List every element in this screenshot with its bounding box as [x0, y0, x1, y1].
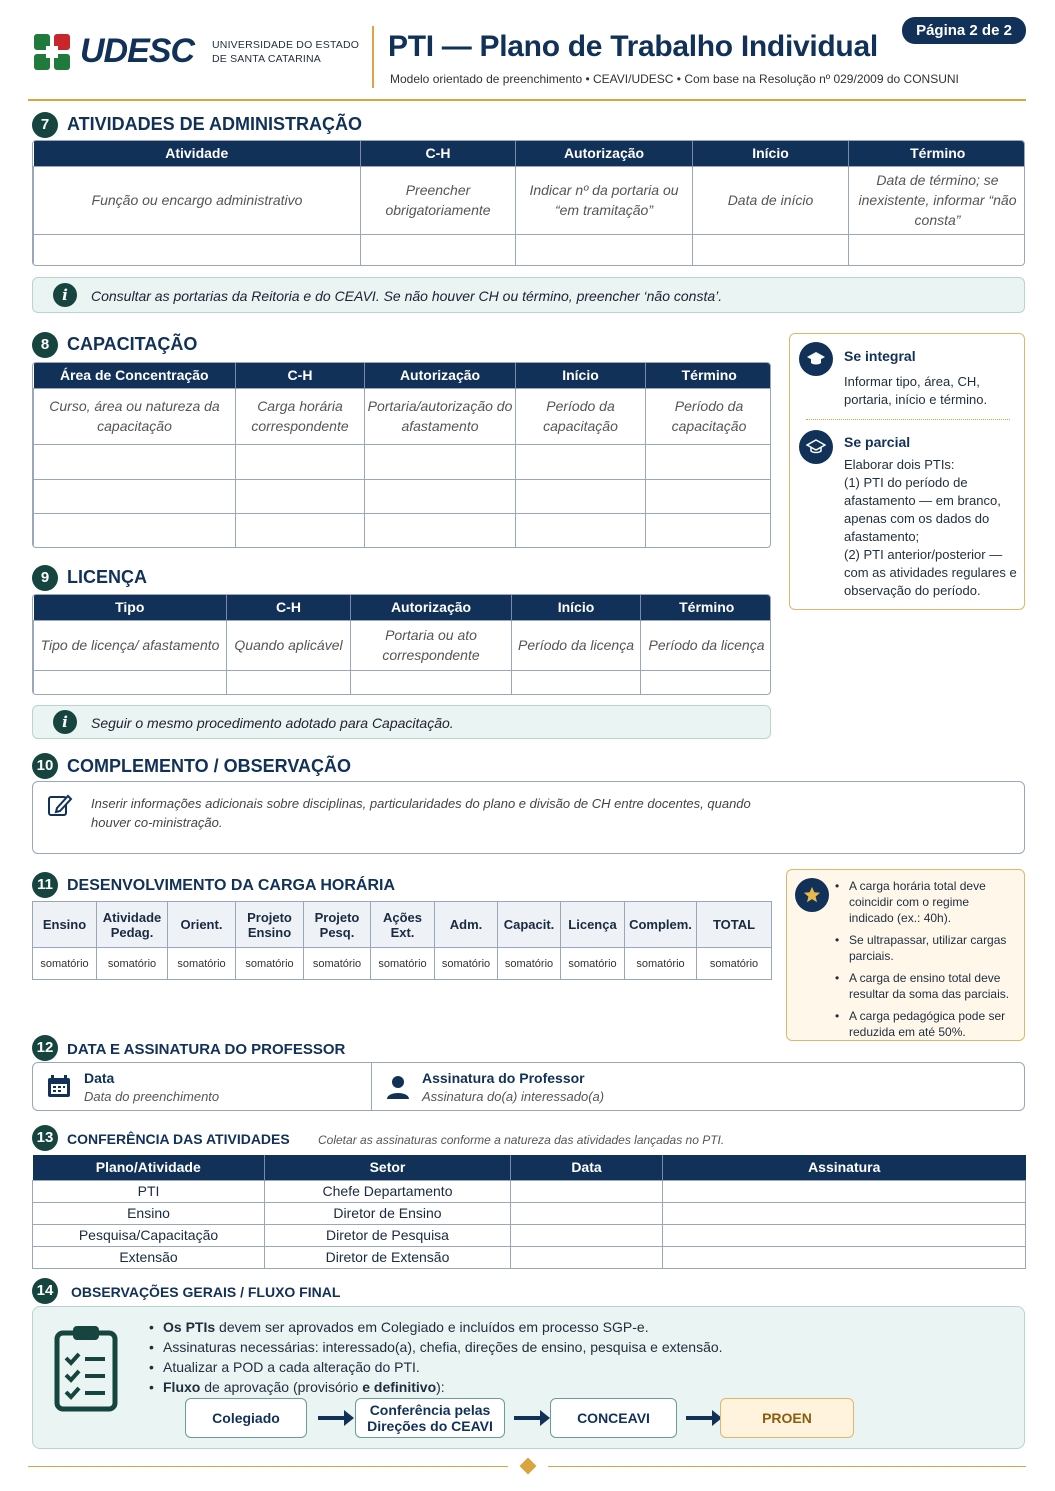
- workload-table: [32, 901, 772, 980]
- section-12-number: 12: [32, 1035, 58, 1061]
- table-cell: Diretor de Pesquisa: [265, 1224, 511, 1246]
- calendar-icon: [47, 1074, 71, 1098]
- user-icon: [385, 1074, 411, 1100]
- udesc-logo-icon: [32, 32, 72, 72]
- list-item: • Se ultrapassar, utilizar cargas parciais.: [835, 932, 1015, 964]
- empty-input-cell[interactable]: [236, 513, 365, 547]
- section-9-number: 9: [32, 565, 58, 591]
- col-header: Término: [646, 363, 772, 388]
- signature-cell[interactable]: [663, 1246, 1026, 1268]
- empty-input-cell[interactable]: [34, 444, 236, 479]
- final-notes-box: [32, 1306, 1025, 1449]
- col-header: C-H: [227, 595, 351, 620]
- final-notes-list: [149, 1317, 1009, 1397]
- col-header: Início: [516, 363, 646, 388]
- empty-input-cell[interactable]: [693, 234, 849, 266]
- training-table: [32, 362, 771, 548]
- empty-input-cell[interactable]: [34, 513, 236, 547]
- signature-row: [32, 1062, 1025, 1111]
- table-row: [33, 1224, 1026, 1246]
- table-cell: Período da licença: [512, 620, 641, 670]
- col-header: Início: [512, 595, 641, 620]
- list-item: • Assinaturas necessárias: interessado(a), chefia, direções de ensino, pesquisa e extensão.: [149, 1337, 1009, 1357]
- page-subtitle: Modelo orientado de preenchimento • CEAVI/UDESC • Com base na Resolução nº 029/2009 do CONSUNI: [390, 72, 959, 86]
- col-header: Setor: [265, 1155, 511, 1180]
- section-7-number: 7: [32, 112, 58, 138]
- signature-cell[interactable]: [663, 1224, 1026, 1246]
- clipboard-checklist-icon: [53, 1323, 119, 1413]
- col-header: Atividade: [34, 141, 361, 166]
- section-13-number: 13: [32, 1125, 58, 1151]
- table-cell: Período da capacitação: [516, 388, 646, 444]
- date-label: Data: [84, 1070, 115, 1086]
- empty-input-cell[interactable]: [365, 479, 516, 513]
- section-12-title: DATA E ASSINATURA DO PROFESSOR: [67, 1041, 346, 1058]
- sum-cell[interactable]: somatório: [97, 948, 168, 980]
- col-header: Licença: [561, 902, 625, 948]
- table-cell: Função ou encargo administrativo: [34, 166, 361, 234]
- table-cell: Preencher obrigatoriamente: [361, 166, 516, 234]
- integral-text: Informar tipo, área, CH, portaria, início e término.: [844, 374, 988, 407]
- list-item: • A carga pedagógica pode ser reduzida em até 50%.: [835, 1008, 1015, 1040]
- note-text: Consultar as portarias da Reitoria e do CEAVI. Se não houver CH ou término, preencher ‘não consta’.: [91, 288, 723, 304]
- section-8-title: CAPACITAÇÃO: [67, 334, 198, 354]
- list-item: • Fluxo de aprovação (provisório e definitivo):: [149, 1377, 1009, 1397]
- date-cell[interactable]: [511, 1246, 663, 1268]
- empty-input-cell[interactable]: [236, 444, 365, 479]
- sum-cell[interactable]: somatório: [498, 948, 561, 980]
- section-10-title: COMPLEMENTO / OBSERVAÇÃO: [67, 756, 352, 776]
- empty-input-cell[interactable]: [646, 479, 772, 513]
- page-title: PTI — Plano de Trabalho Individual: [388, 30, 878, 63]
- header-divider: [372, 26, 374, 88]
- col-header: Data: [511, 1155, 663, 1180]
- section-9-note: [32, 705, 771, 739]
- flow-step-conceavi[interactable]: CONCEAVI: [550, 1398, 677, 1438]
- flow-step-colegiado[interactable]: Colegiado: [185, 1398, 307, 1438]
- section-8-number: 8: [32, 332, 58, 358]
- col-header: Autorização: [516, 141, 693, 166]
- footer-rule-left: [28, 1466, 508, 1467]
- empty-input-cell[interactable]: [365, 444, 516, 479]
- section-13-hint: Coletar as assinaturas conforme a natureza das atividades lançadas no PTI.: [318, 1133, 725, 1147]
- empty-input-cell[interactable]: [227, 670, 351, 695]
- table-row: [33, 1202, 1026, 1224]
- section-7-note: [32, 277, 1025, 313]
- table-cell: Quando aplicável: [227, 620, 351, 670]
- sum-cell[interactable]: somatório: [371, 948, 435, 980]
- table-cell: Indicar nº da portaria ou “em tramitação”: [516, 166, 693, 234]
- list-item: • Atualizar a POD a cada alteração do PTI.: [149, 1357, 1009, 1377]
- table-cell: Portaria ou ato correspondente: [351, 620, 512, 670]
- divider: [806, 419, 1010, 420]
- conference-table: [32, 1155, 1026, 1269]
- col-header: Tipo: [34, 595, 227, 620]
- page-indicator-badge: Página 2 de 2: [902, 17, 1026, 44]
- table-cell: Curso, área ou natureza da capacitação: [34, 388, 236, 444]
- col-header: Área de Concentração: [34, 363, 236, 388]
- header-rule: [28, 99, 1026, 101]
- integral-title: Se integral: [844, 348, 916, 364]
- info-icon: i: [53, 710, 77, 734]
- table-cell: Pesquisa/Capacitação: [33, 1224, 265, 1246]
- table-cell: Diretor de Ensino: [265, 1202, 511, 1224]
- col-header: Ensino: [33, 902, 97, 948]
- flow-step-conferencia[interactable]: Conferência pelas Direções do CEAVI: [355, 1398, 505, 1438]
- footer-diamond-icon: [520, 1458, 537, 1475]
- empty-input-cell[interactable]: [516, 234, 693, 266]
- col-header: Autorização: [351, 595, 512, 620]
- col-header: Atividade Pedag.: [97, 902, 168, 948]
- empty-input-cell[interactable]: [34, 234, 361, 266]
- table-cell: Período da capacitação: [646, 388, 772, 444]
- workload-rules-box: [786, 869, 1025, 1041]
- empty-input-cell[interactable]: [516, 513, 646, 547]
- signature-label: Assinatura do Professor: [422, 1070, 585, 1086]
- observation-field[interactable]: [32, 781, 1025, 854]
- col-header: Adm.: [435, 902, 498, 948]
- footer-rule-right: [548, 1466, 1026, 1467]
- parcial-text: Elaborar dois PTIs: (1) PTI do período de afastamento — em branco, apenas com os dados do afastamento; (2) PTI anterior/posterior — com as atividades regulares e observação do período.: [844, 457, 1017, 598]
- section-13-title: CONFERÊNCIA DAS ATIVIDADES: [67, 1131, 290, 1147]
- training-guidance-box: [789, 333, 1025, 610]
- section-14-number: 14: [32, 1278, 58, 1304]
- edit-icon: [47, 792, 73, 818]
- observation-hint: Inserir informações adicionais sobre disciplinas, particularidades do plano e divisão de CH entre docentes, quando houver co-ministração.: [91, 796, 751, 830]
- table-row: [33, 1180, 1026, 1202]
- section-9-title: LICENÇA: [67, 567, 147, 587]
- graduation-cap-icon: [799, 430, 833, 464]
- sum-cell[interactable]: somatório: [236, 948, 304, 980]
- arrow-right-icon: [514, 1416, 544, 1420]
- graduation-cap-icon: [799, 342, 833, 376]
- section-11-number: 11: [32, 872, 58, 898]
- empty-input-cell[interactable]: [516, 444, 646, 479]
- col-header: Término: [849, 141, 1026, 166]
- workload-rules-list: [835, 878, 1015, 1040]
- col-header: C-H: [236, 363, 365, 388]
- table-cell: Carga horária correspondente: [236, 388, 365, 444]
- table-row: [33, 1246, 1026, 1268]
- col-header: C-H: [361, 141, 516, 166]
- col-header: Início: [693, 141, 849, 166]
- col-header: Plano/Atividade: [33, 1155, 265, 1180]
- list-item: • A carga de ensino total deve resultar da soma das parciais.: [835, 970, 1015, 1002]
- admin-activities-table: [32, 140, 1025, 266]
- arrow-right-icon: [318, 1416, 348, 1420]
- date-field[interactable]: Data do preenchimento: [84, 1089, 220, 1104]
- table-cell: Data de término; se inexistente, informar “não consta”: [849, 166, 1026, 234]
- leave-table: [32, 594, 771, 695]
- empty-input-cell[interactable]: [361, 234, 516, 266]
- sum-cell[interactable]: somatório: [435, 948, 498, 980]
- empty-input-cell[interactable]: [351, 670, 512, 695]
- note-text: Seguir o mesmo procedimento adotado para Capacitação.: [91, 715, 454, 731]
- col-header: TOTAL: [697, 902, 772, 948]
- sum-cell[interactable]: somatório: [168, 948, 236, 980]
- date-cell[interactable]: [511, 1224, 663, 1246]
- table-cell: Ensino: [33, 1202, 265, 1224]
- empty-input-cell[interactable]: [365, 513, 516, 547]
- university-name: UNIVERSIDADE DO ESTADO DE SANTA CATARINA: [212, 39, 360, 65]
- list-item: • Os PTIs devem ser aprovados em Colegiado e incluídos em processo SGP-e.: [149, 1317, 1009, 1337]
- section-14-title: OBSERVAÇÕES GERAIS / FLUXO FINAL: [71, 1284, 341, 1300]
- signature-cell[interactable]: [663, 1180, 1026, 1202]
- star-icon: [795, 878, 829, 912]
- sum-cell[interactable]: somatório: [561, 948, 625, 980]
- empty-input-cell[interactable]: [34, 479, 236, 513]
- section-11-title: DESENVOLVIMENTO DA CARGA HORÁRIA: [67, 877, 396, 894]
- col-header: Término: [641, 595, 772, 620]
- empty-input-cell[interactable]: [236, 479, 365, 513]
- sum-cell[interactable]: somatório: [33, 948, 97, 980]
- empty-input-cell[interactable]: [512, 670, 641, 695]
- empty-input-cell[interactable]: [641, 670, 772, 695]
- logo-text: UDESC: [80, 32, 195, 70]
- signature-field[interactable]: Assinatura do(a) interessado(a): [422, 1089, 605, 1104]
- sum-cell[interactable]: somatório: [697, 948, 772, 980]
- signature-cell[interactable]: [663, 1202, 1026, 1224]
- table-cell: Tipo de licença/ afastamento: [34, 620, 227, 670]
- table-cell: Extensão: [33, 1246, 265, 1268]
- empty-input-cell[interactable]: [849, 234, 1026, 266]
- table-cell: Diretor de Extensão: [265, 1246, 511, 1268]
- table-cell: Portaria/autorização do afastamento: [365, 388, 516, 444]
- flow-step-proen[interactable]: PROEN: [720, 1398, 854, 1438]
- date-cell[interactable]: [511, 1202, 663, 1224]
- section-7-title: ATIVIDADES DE ADMINISTRAÇÃO: [67, 114, 363, 134]
- table-cell: Período da licença: [641, 620, 772, 670]
- table-cell: PTI: [33, 1180, 265, 1202]
- sum-cell[interactable]: somatório: [304, 948, 371, 980]
- arrow-right-icon: [686, 1416, 716, 1420]
- parcial-title: Se parcial: [844, 434, 911, 450]
- col-header: Autorização: [365, 363, 516, 388]
- col-header: Complem.: [625, 902, 697, 948]
- col-header: Projeto Pesq.: [304, 902, 371, 948]
- col-header: Assinatura: [663, 1155, 1026, 1180]
- divider: [371, 1063, 372, 1110]
- table-cell: Data de início: [693, 166, 849, 234]
- section-10-number: 10: [32, 753, 58, 779]
- empty-input-cell[interactable]: [646, 444, 772, 479]
- col-header: Capacit.: [498, 902, 561, 948]
- col-header: Projeto Ensino: [236, 902, 304, 948]
- table-cell: Chefe Departamento: [265, 1180, 511, 1202]
- date-cell[interactable]: [511, 1180, 663, 1202]
- col-header: Ações Ext.: [371, 902, 435, 948]
- sum-cell[interactable]: somatório: [625, 948, 697, 980]
- empty-input-cell[interactable]: [34, 670, 227, 695]
- empty-input-cell[interactable]: [516, 479, 646, 513]
- empty-input-cell[interactable]: [646, 513, 772, 547]
- col-header: Orient.: [168, 902, 236, 948]
- info-icon: i: [53, 283, 77, 307]
- list-item: • A carga horária total deve coincidir com o regime indicado (ex.: 40h).: [835, 878, 1015, 926]
